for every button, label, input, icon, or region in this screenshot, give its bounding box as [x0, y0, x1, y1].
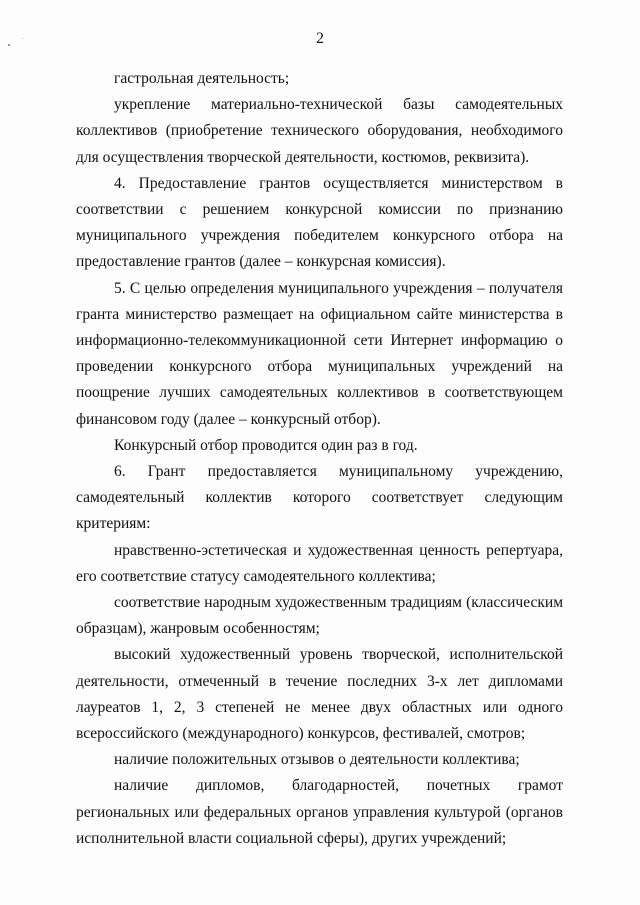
paragraph-material-base: укрепление материально-технической базы самодеятельных коллективов (приобретение технического оборудования, необходимого для осуществления творческой деятельности, костюмов, реквизита).: [76, 96, 563, 166]
paragraph-criterion-reviews: наличие положительных отзывов о деятельности коллектива;: [114, 751, 520, 769]
paragraph-selection-frequency: Конкурсный отбор проводится один раз в год.: [114, 436, 418, 454]
paragraph-criterion-repertoire: нравственно-эстетическая и художественная ценность репертуара, его соответствие статусу самодеятельного коллектива;: [76, 541, 563, 585]
paragraph-criterion-traditions: соответствие народным художественным традициям (классическим образцам), жанровым особенностям;: [76, 594, 563, 638]
paragraph-item-5-announcement: 5. С целью определения муниципального учреждения – получателя гранта министерство размещает на официальном сайте министерства в информационно-телекоммуникационной сети Интернет информацию о проведении конкурсного отбора муниципальных учреждений на поощрение лучших самодеятельных коллективов в соответствующем финансовом году (далее – конкурсный отбор).: [76, 279, 563, 428]
body-text: [76, 66, 563, 852]
page-number: 2: [316, 30, 324, 47]
paragraph-touring-activity: гастрольная деятельность;: [114, 70, 290, 87]
paragraph-item-4-grants: 4. Предоставление грантов осуществляется министерством в соответствии с решением конкурсной комиссии по признанию муниципального учреждения победителем конкурсного отбора на предоставление грантов (далее – конкурсная комиссия).: [76, 174, 563, 271]
paragraph-item-6-criteria: 6. Грант предоставляется муниципальному учреждению, самодеятельный коллектив которого соответствует следующим критериям:: [76, 463, 563, 533]
paragraph-criterion-diplomas: наличие дипломов, благодарностей, почетных грамот региональных или федеральных органов управления культурой (органов исполнительной власти социальной сферы), других учреждений;: [76, 777, 563, 847]
paragraph-criterion-artistic-level: высокий художественный уровень творческой, исполнительской деятельности, отмеченный в течение последних 3-х лет дипломами лауреатов 1, 2, 3 степеней не менее двух областных или одного всероссийского (международного) конкурсов, фестивалей, смотров;: [76, 646, 563, 743]
